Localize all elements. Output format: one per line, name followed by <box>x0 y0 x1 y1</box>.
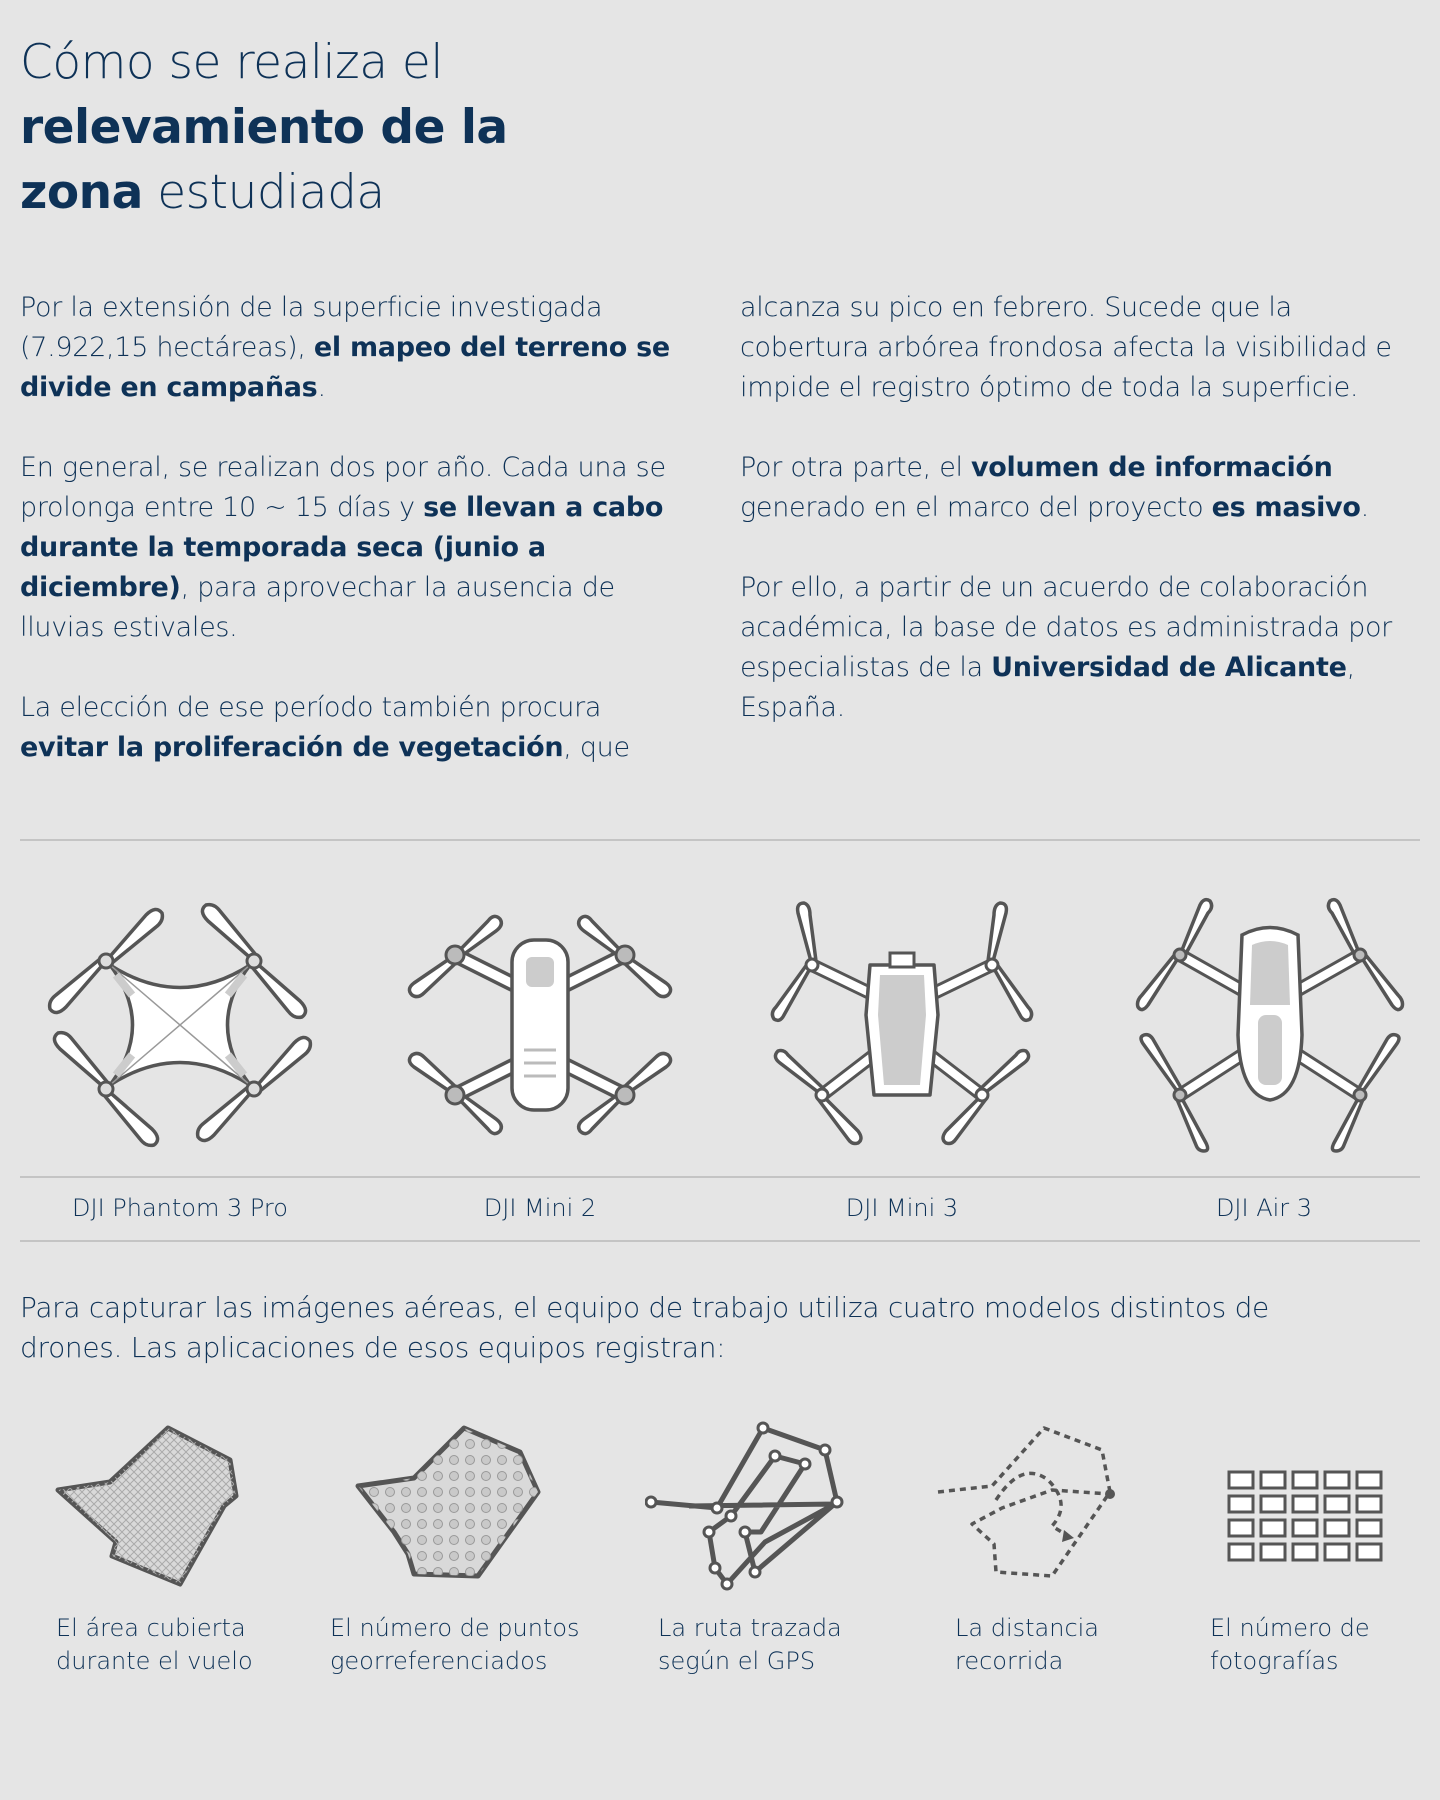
title-line-1: Cómo se realiza el <box>20 35 443 90</box>
text-column-right <box>740 288 1410 768</box>
air3-drone-icon <box>1130 895 1410 1155</box>
drone-label-phantom: DJI Phantom 3 Pro <box>72 1194 288 1222</box>
left-column-paragraph-1 <box>20 288 690 408</box>
paragraph-segment: , que <box>563 732 630 763</box>
metric-label-route: La ruta trazada según el GPS <box>658 1614 842 1675</box>
paragraph-segment: evitar la proliferación de vegetación <box>20 732 564 763</box>
paragraph-segment: . <box>1360 492 1369 523</box>
area-icon <box>50 1420 250 1600</box>
photos-icon <box>1210 1420 1410 1600</box>
paragraph-segment: alcanza su pico en febrero. Sucede que la cobertura arbórea frondosa afecta la visibilidad e impide el registro óptimo de toda la superficie. <box>740 292 1392 403</box>
mini2-drone-icon <box>400 895 680 1155</box>
metric-label-distance: La distancia recorrida <box>955 1614 1100 1675</box>
paragraph-segment: generado en el marco del proyecto <box>740 492 1212 523</box>
divider-drones <box>20 1176 1420 1178</box>
paragraph-segment: el mapeo del terreno se divide en campañas <box>20 332 670 403</box>
drone-label-mini3: DJI Mini 3 <box>845 1194 959 1222</box>
paragraph-segment: Por la extensión de la superficie investigada (7.922,15 hectáreas), <box>20 292 603 363</box>
paragraph-segment: , para aprovechar la ausencia de lluvias estivales. <box>20 572 615 643</box>
drone-label-air3: DJI Air 3 <box>1215 1194 1313 1222</box>
page-title <box>20 30 720 225</box>
route-icon <box>645 1420 845 1600</box>
paragraph-segment: volumen de información <box>971 452 1333 483</box>
paragraph-segment: La elección de ese período también procura <box>20 692 602 723</box>
distance-icon <box>932 1420 1132 1600</box>
title-line-3-bold: zona <box>20 165 143 220</box>
mini3-drone-icon <box>762 895 1042 1155</box>
phantom-drone-icon <box>40 895 320 1155</box>
right-column-paragraph-1 <box>740 288 1410 408</box>
title-line-3-rest: estudiada <box>142 165 385 220</box>
right-column-paragraph-3 <box>740 568 1410 728</box>
right-column-paragraph-2 <box>740 448 1410 528</box>
divider-labels <box>20 1240 1420 1242</box>
metric-label-photos: El número de fotografías <box>1210 1614 1370 1675</box>
paragraph-segment: . <box>317 372 326 403</box>
paragraph-segment: Por otra parte, el <box>740 452 971 483</box>
text-column-left <box>20 288 690 808</box>
divider-top <box>20 839 1420 841</box>
title-line-2: relevamiento de la <box>20 100 508 155</box>
paragraph-segment: se llevan a cabo durante la temporada seca (junio a diciembre) <box>20 492 664 603</box>
paragraph-segment: En general, se realizan dos por año. Cada una se prolonga entre 10 ~ 15 días y <box>20 452 666 523</box>
paragraph-segment: Universidad de Alicante <box>991 652 1347 683</box>
left-column-paragraph-2 <box>20 448 690 648</box>
metric-label-area: El área cubierta durante el vuelo <box>56 1614 253 1675</box>
paragraph-segment: , España. <box>740 652 1355 723</box>
points-icon <box>350 1420 550 1600</box>
left-column-paragraph-3 <box>20 688 690 768</box>
metric-label-points: El número de puntos georreferenciados <box>330 1614 580 1675</box>
paragraph-segment: Por ello, a partir de un acuerdo de colaboración académica, la base de datos es administrada por especialistas de la <box>740 572 1392 683</box>
drone-label-mini2: DJI Mini 2 <box>483 1194 597 1222</box>
intro-paragraph: Para capturar las imágenes aéreas, el equipo de trabajo utiliza cuatro modelos distintos de drones. Las aplicaciones de esos equipos registran: <box>20 1291 1269 1364</box>
paragraph-segment: es masivo <box>1211 492 1361 523</box>
